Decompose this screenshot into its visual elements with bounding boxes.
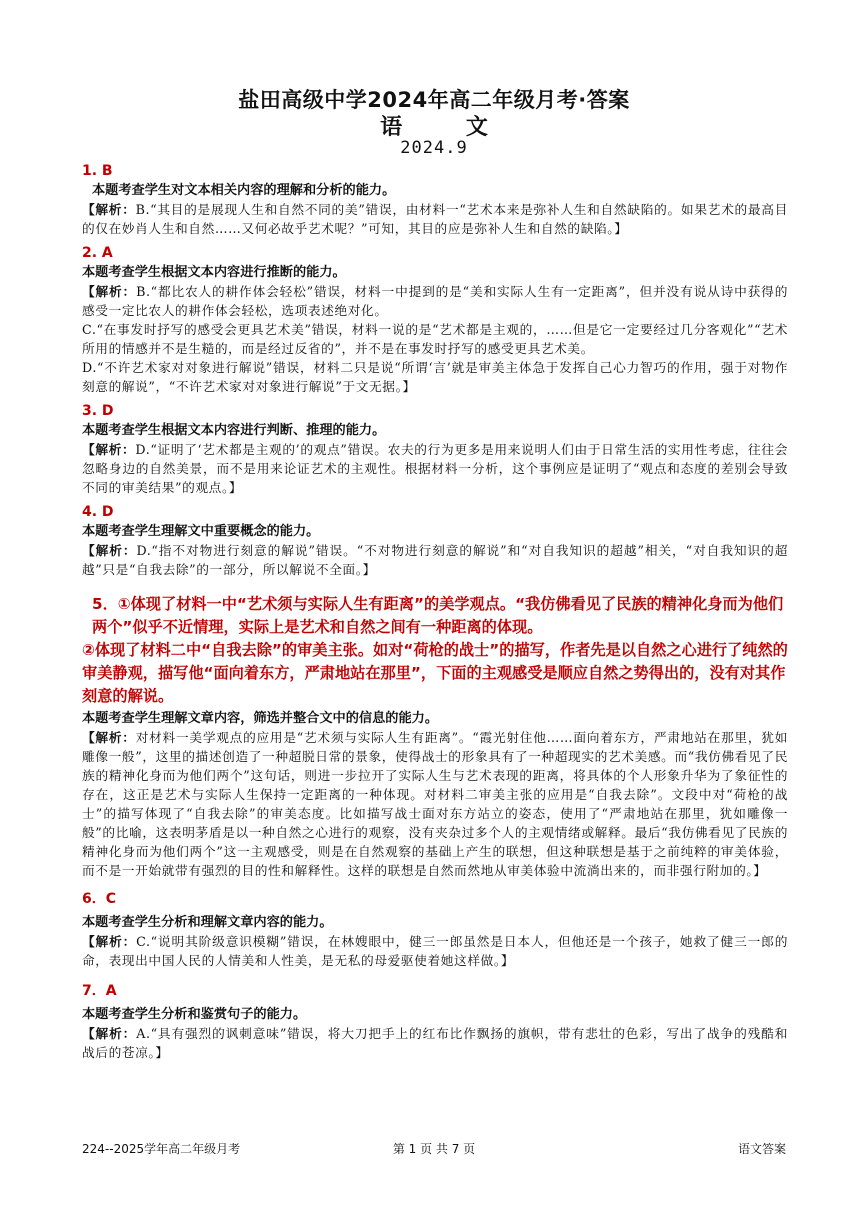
analysis-label: 【解析： (82, 284, 137, 299)
question-3-answer: 3. D (82, 403, 114, 419)
question-6-skill: 本题考查学生分析和理解文章内容的能力。 (82, 915, 333, 930)
question-7-skill: 本题考查学生分析和鉴赏句子的能力。 (82, 1007, 307, 1022)
question-4-skill: 本题考查学生理解文中重要概念的能力。 (82, 524, 320, 539)
analysis-label: 【解析： (82, 1026, 137, 1041)
question-5-skill: 本题考查学生理解文章内容，筛选并整合文中的信息的能力。 (82, 711, 439, 726)
question-2-option-d: D.“不许艺术家对对象进行解说”错误，材料二只是说“所谓‘言’就是审美主体急于发挥自己心力智巧的作用，强于对物作刻意的解说”，“不许艺术家对对象进行解说”于文无据。】 (82, 360, 788, 394)
question-2-option-c: C.“在事发时抒写的感受会更具艺术美”错误，材料一说的是“艺术都是主观的，……但是它一定要经过几分客观化”“艺术所用的情感并不是生糙的，而是经过反省的”，并不是在事发时抒写的感受更具艺术美。 (82, 322, 788, 356)
analysis-text: D.“证明了‘艺术都是主观的’的观点”错误。农夫的行为更多是用来说明人们由于日常生活的实用性考虑，往往会忽略身边的自然美景，而不是用来论证艺术的主观性。根据材料一分析，这个事例应是证明了“观点和态度的差别会导致不同的审美结果”的观点。】 (82, 442, 788, 495)
question-4-analysis (82, 541, 788, 579)
question-5-analysis (82, 728, 788, 880)
question-6-answer: 6．C (82, 891, 117, 907)
question-1-answer: 1. B (82, 163, 113, 179)
question-4-answer: 4. D (82, 504, 114, 520)
answer-content (82, 162, 788, 1062)
question-2-answer: 2. A (82, 245, 113, 261)
question-5-answer-point-1: 5．①体现了材料一中“艺术须与实际人生有距离”的美学观点。“我仿佛看见了民族的精神化身而为他们两个”似乎不近情理，实际上是艺术和自然之间有一种距离的体现。 (92, 595, 784, 636)
analysis-text: B.“其目的是展现人生和自然不同的美”错误，由材料一“艺术本来是弥补人生和自然缺陷的。如果艺术的最高目的仅在妙肖人生和自然……又何必故乎艺术呢？”可知，其目的应是弥补人生和自然的缺陷。】 (82, 202, 788, 236)
analysis-label: 【解析： (82, 934, 137, 949)
analysis-label: 【解析： (82, 202, 136, 217)
question-3-analysis (82, 440, 788, 497)
question-3-skill: 本题考查学生根据文本内容进行判断、推理的能力。 (82, 423, 386, 438)
question-7-analysis (82, 1024, 788, 1062)
question-6-analysis (82, 932, 788, 970)
analysis-label: 【解析： (82, 543, 137, 558)
footer-subject: 语文答案 (737, 1142, 786, 1156)
analysis-text: B.“都比农人的耕作体会轻松”错误，材料一中提到的是“美和实际人生有一定距离”，但并没有说从诗中获得的感受一定比农人的耕作体会轻松，选项表述绝对化。 (82, 284, 788, 318)
analysis-text: A.“具有强烈的讽刺意味”错误，将大刀把手上的红布比作飘扬的旗帜，带有悲壮的色彩，写出了战争的残酷和战后的苍凉。】 (82, 1026, 789, 1060)
question-1-analysis (82, 200, 788, 238)
question-1-skill: 本题考查学生对文本相关内容的理解和分析的能力。 (92, 183, 396, 198)
analysis-text: 对材料一美学观点的应用是“艺术须与实际人生有距离”。“霞光射住他……面向着东方，严肃地站在那里，犹如雕像一般”，这里的描述创造了一种超脱日常的景象，使得战士的形象具有了一种超现实的艺术美感。而“我仿佛看见了民族的精神化身而为他们两个”这句话，则进一步拉开了实际人生与艺术表现的距离，将具体的个人形象升华为了象征性的存在，这正是艺术与实际人生保持一定距离的一种体现。对材料二审美主张的应用是“自我去除”。文段中对“荷枪的战士”的描写体现了“自我去除”的审美态度。比如描写战士面对东方站立的姿态，使用了“严肃地站在那里，犹如雕像一般”的比喻，这表明茅盾是以一种自然之心进行的观察，没有夹杂过多个人的主观情绪或解释。最后“我仿佛看见了民族的精神化身而为他们两个”这一主观感受，则是在自然观察的基础上产生的联想，但这种联想是基于之前纯粹的审美体验，而不是一开始就带有强烈的目的性和解释性。这样的联想是自然而然地从审美体验中流淌出来的，而非强行附加的。】 (82, 730, 788, 878)
question-2-analysis (82, 282, 788, 320)
exam-date: 2024.9 (400, 138, 468, 158)
analysis-text: D.“指不对物进行刻意的解说”错误。“不对物进行刻意的解说”和“对自我知识的超越”相关，“对自我知识的超越”只是“自我去除”的一部分，所以解说不全面。】 (82, 543, 788, 577)
question-7-answer: 7．A (82, 983, 117, 999)
analysis-label: 【解析： (82, 730, 136, 745)
footer-exam-name: 224--2025学年高二年级月考 (82, 1142, 241, 1156)
question-2-skill: 本题考查学生根据文本内容进行推断的能力。 (82, 265, 346, 280)
analysis-text: C.“说明其阶级意识模糊”错误，在林嫂眼中，健三一郎虽然是日本人，但他还是一个孩子，她救了健三一郎的命，表现出中国人民的人情美和人性美，是无私的母爱驱使着她这样做。】 (82, 934, 788, 968)
analysis-label: 【解析： (82, 442, 136, 457)
question-5-answer-point-2: ②体现了材料二中“自我去除”的审美主张。如对“荷枪的战士”的描写，作者先是以自然之心进行了纯然的审美静观，描写他“面向着东方，严肃地站在那里”，下面的主观感受是顺应自然之势得出的，没有对其作刻意的解说。 (82, 641, 788, 705)
page-title: 盐田高级中学2024年高二年级月考·答案 (238, 88, 630, 112)
footer-page-number: 第 1 页 共 7 页 (392, 1142, 476, 1156)
subject-title: 语 文 (380, 115, 516, 140)
